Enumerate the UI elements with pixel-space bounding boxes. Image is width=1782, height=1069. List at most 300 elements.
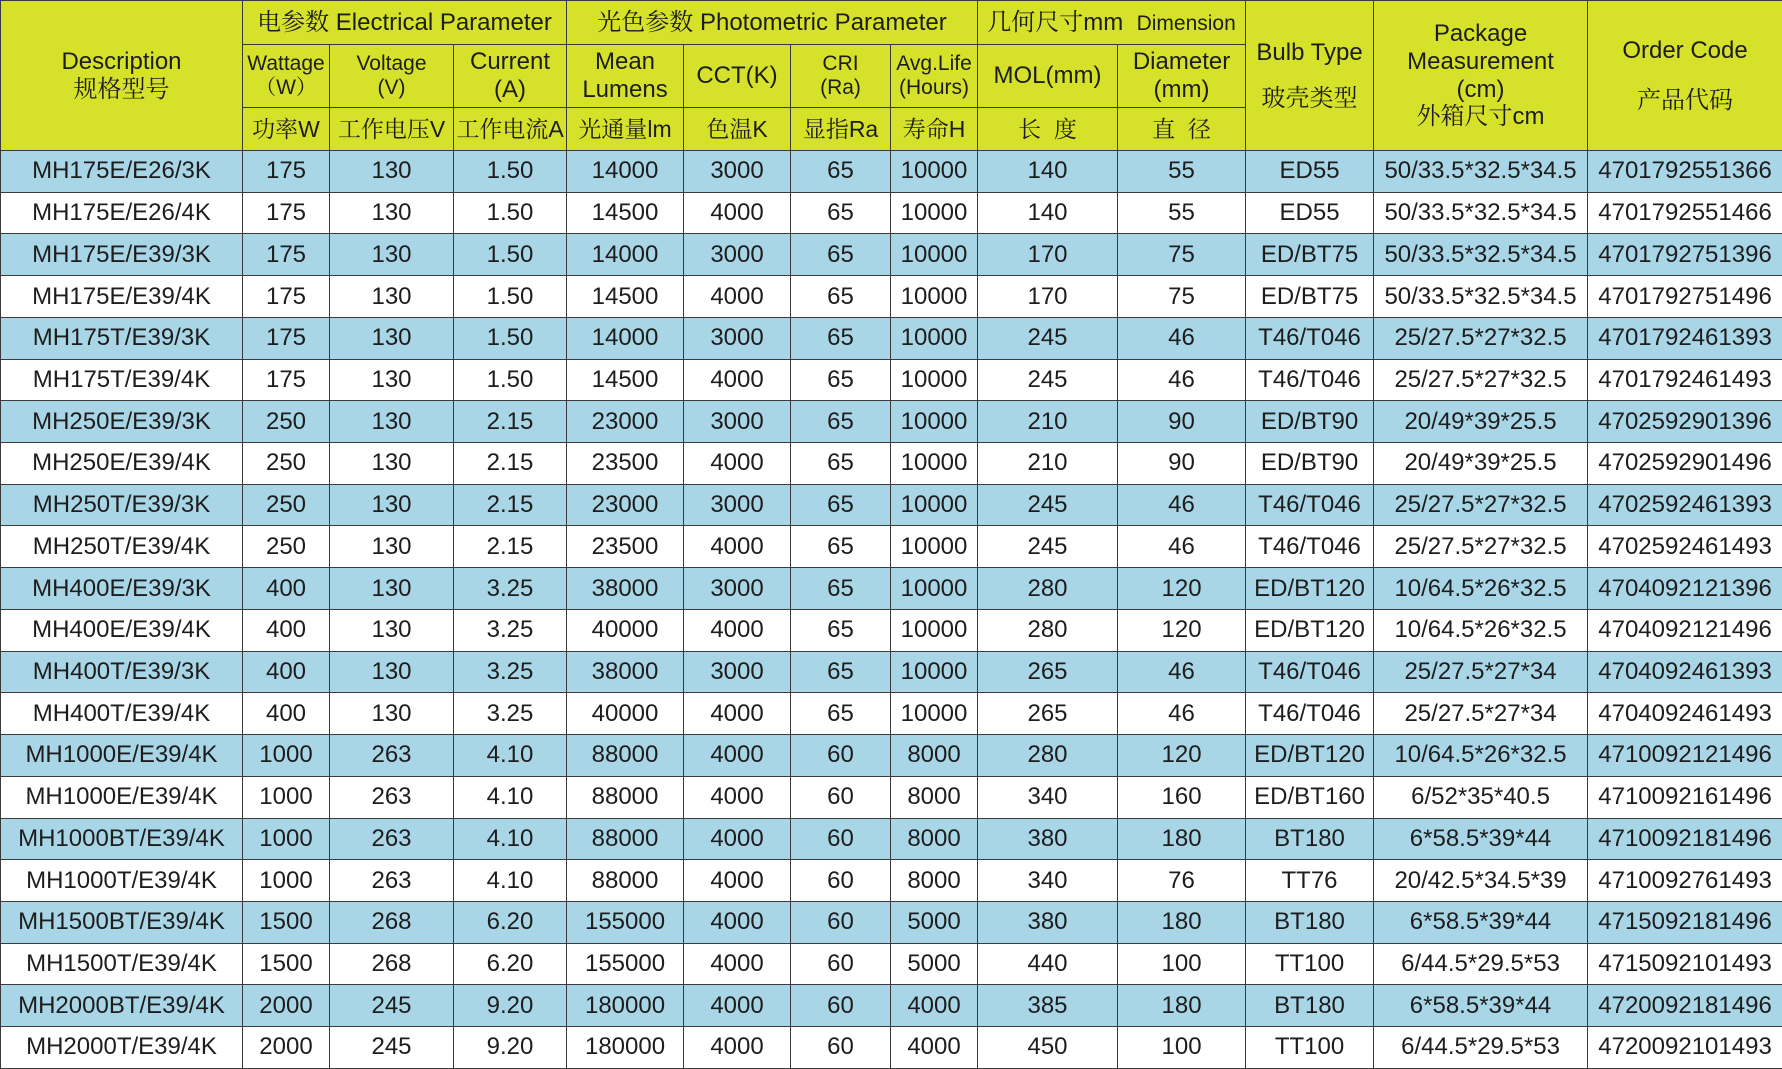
cell-cct: 3000 <box>684 568 791 610</box>
cell-mol: 140 <box>978 192 1118 234</box>
table-row <box>1 443 1782 485</box>
cell-bulb-type: ED/BT120 <box>1246 609 1374 651</box>
cell-voltage: 268 <box>330 901 454 943</box>
table-row <box>1 234 1782 276</box>
table-row <box>1 568 1782 610</box>
cell-bulb-type: ED/BT160 <box>1246 776 1374 818</box>
table-row <box>1 693 1782 735</box>
cell-bulb-type: T46/T046 <box>1246 317 1374 359</box>
cell-current: 9.20 <box>454 985 567 1027</box>
cell-order-code: 4704092461493 <box>1588 693 1782 735</box>
cell-wattage: 400 <box>243 651 330 693</box>
cell-lumens: 180000 <box>567 985 684 1027</box>
cell-bulb-type: BT180 <box>1246 901 1374 943</box>
cell-cct: 4000 <box>684 526 791 568</box>
cell-order-code: 4701792751396 <box>1588 234 1782 276</box>
cell-package: 50/33.5*32.5*34.5 <box>1374 151 1588 193</box>
cell-lumens: 155000 <box>567 943 684 985</box>
cell-life: 10000 <box>891 609 978 651</box>
cell-order-code: 4710092761493 <box>1588 860 1782 902</box>
cell-mol: 245 <box>978 526 1118 568</box>
table-row <box>1 151 1782 193</box>
header-cct-cn: 色温K <box>684 108 791 151</box>
cell-order-code: 4715092181496 <box>1588 901 1782 943</box>
header-cri-unit: (Ra) <box>791 76 890 100</box>
header-wattage-unit: （W） <box>243 76 329 100</box>
cell-voltage: 130 <box>330 359 454 401</box>
cell-package: 6*58.5*39*44 <box>1374 901 1588 943</box>
table-row <box>1 484 1782 526</box>
cell-wattage: 175 <box>243 192 330 234</box>
cell-lumens: 88000 <box>567 776 684 818</box>
cell-package: 10/64.5*26*32.5 <box>1374 568 1588 610</box>
header-cri-cn: 显指Ra <box>791 108 891 151</box>
cell-cct: 4000 <box>684 609 791 651</box>
header-voltage-en: Voltage <box>330 52 453 76</box>
table-row <box>1 985 1782 1027</box>
cell-description: MH175E/E26/3K <box>1 151 243 193</box>
cell-cct: 4000 <box>684 985 791 1027</box>
cell-mol: 380 <box>978 901 1118 943</box>
cell-cct: 4000 <box>684 693 791 735</box>
cell-wattage: 2000 <box>243 1027 330 1069</box>
cell-cri: 65 <box>791 401 891 443</box>
cell-cct: 4000 <box>684 443 791 485</box>
cell-cct: 4000 <box>684 943 791 985</box>
cell-voltage: 245 <box>330 1027 454 1069</box>
cell-lumens: 23500 <box>567 443 684 485</box>
cell-voltage: 263 <box>330 818 454 860</box>
cell-wattage: 1500 <box>243 943 330 985</box>
cell-bulb-type: T46/T046 <box>1246 526 1374 568</box>
cell-voltage: 130 <box>330 151 454 193</box>
cell-life: 5000 <box>891 943 978 985</box>
cell-voltage: 130 <box>330 317 454 359</box>
cell-current: 4.10 <box>454 735 567 777</box>
cell-package: 6*58.5*39*44 <box>1374 818 1588 860</box>
cell-life: 10000 <box>891 443 978 485</box>
cell-current: 3.25 <box>454 568 567 610</box>
cell-cri: 65 <box>791 484 891 526</box>
header-diameter-unit: (mm) <box>1118 76 1245 104</box>
cell-current: 2.15 <box>454 484 567 526</box>
cell-order-code: 4702592901496 <box>1588 443 1782 485</box>
header-bulb-type <box>1246 1 1374 151</box>
cell-cri: 65 <box>791 526 891 568</box>
cell-bulb-type: T46/T046 <box>1246 359 1374 401</box>
cell-description: MH400T/E39/3K <box>1 651 243 693</box>
cell-order-code: 4702592901396 <box>1588 401 1782 443</box>
cell-wattage: 1000 <box>243 818 330 860</box>
cell-wattage: 175 <box>243 317 330 359</box>
cell-diameter: 55 <box>1118 151 1246 193</box>
cell-bulb-type: ED/BT75 <box>1246 276 1374 318</box>
cell-life: 8000 <box>891 860 978 902</box>
cell-current: 1.50 <box>454 317 567 359</box>
cell-lumens: 14500 <box>567 276 684 318</box>
header-current <box>454 45 567 108</box>
cell-description: MH250E/E39/3K <box>1 401 243 443</box>
cell-cri: 65 <box>791 693 891 735</box>
cell-diameter: 76 <box>1118 860 1246 902</box>
cell-order-code: 4710092161496 <box>1588 776 1782 818</box>
cell-current: 1.50 <box>454 359 567 401</box>
cell-life: 10000 <box>891 317 978 359</box>
cell-current: 1.50 <box>454 192 567 234</box>
cell-description: MH400E/E39/4K <box>1 609 243 651</box>
header-cri <box>791 45 891 108</box>
cell-cct: 4000 <box>684 901 791 943</box>
table-row <box>1 276 1782 318</box>
table-row <box>1 401 1782 443</box>
cell-cri: 60 <box>791 901 891 943</box>
cell-current: 2.15 <box>454 443 567 485</box>
cell-mol: 340 <box>978 776 1118 818</box>
cell-mol: 265 <box>978 693 1118 735</box>
cell-description: MH175T/E39/4K <box>1 359 243 401</box>
header-life-cn: 寿命H <box>891 108 978 151</box>
cell-current: 6.20 <box>454 943 567 985</box>
cell-diameter: 46 <box>1118 693 1246 735</box>
cell-cri: 65 <box>791 234 891 276</box>
cell-bulb-type: TT100 <box>1246 943 1374 985</box>
cell-description: MH1500BT/E39/4K <box>1 901 243 943</box>
table-row <box>1 359 1782 401</box>
header-dimension-group <box>978 1 1246 45</box>
table-row <box>1 943 1782 985</box>
cell-description: MH1000E/E39/4K <box>1 776 243 818</box>
cell-current: 4.10 <box>454 776 567 818</box>
cell-wattage: 250 <box>243 484 330 526</box>
header-wattage <box>243 45 330 108</box>
cell-diameter: 46 <box>1118 359 1246 401</box>
cell-cct: 4000 <box>684 860 791 902</box>
cell-bulb-type: T46/T046 <box>1246 693 1374 735</box>
cell-bulb-type: ED/BT120 <box>1246 568 1374 610</box>
cell-lumens: 180000 <box>567 1027 684 1069</box>
cell-cri: 65 <box>791 609 891 651</box>
cell-order-code: 4701792461493 <box>1588 359 1782 401</box>
table-row <box>1 735 1782 777</box>
header-description-en: Description <box>1 48 242 76</box>
cell-description: MH2000T/E39/4K <box>1 1027 243 1069</box>
header-package-en2: Measurement <box>1374 48 1587 76</box>
cell-bulb-type: BT180 <box>1246 985 1374 1027</box>
cell-order-code: 4710092181496 <box>1588 818 1782 860</box>
header-diameter-en: Diameter <box>1118 48 1245 76</box>
cell-mol: 245 <box>978 359 1118 401</box>
cell-diameter: 160 <box>1118 776 1246 818</box>
cell-voltage: 130 <box>330 651 454 693</box>
cell-wattage: 250 <box>243 401 330 443</box>
cell-package: 25/27.5*27*34 <box>1374 651 1588 693</box>
cell-wattage: 400 <box>243 568 330 610</box>
cell-description: MH175E/E26/4K <box>1 192 243 234</box>
cell-wattage: 175 <box>243 359 330 401</box>
header-voltage-cn: 工作电压V <box>330 108 454 151</box>
cell-diameter: 90 <box>1118 443 1246 485</box>
cell-cri: 60 <box>791 818 891 860</box>
cell-life: 8000 <box>891 818 978 860</box>
header-dimension-cn: 几何尺寸mm <box>987 9 1123 36</box>
cell-diameter: 180 <box>1118 818 1246 860</box>
cell-diameter: 100 <box>1118 943 1246 985</box>
cell-wattage: 1000 <box>243 735 330 777</box>
cell-wattage: 1000 <box>243 860 330 902</box>
cell-description: MH175T/E39/3K <box>1 317 243 359</box>
cell-voltage: 130 <box>330 526 454 568</box>
cell-mol: 265 <box>978 651 1118 693</box>
cell-diameter: 75 <box>1118 276 1246 318</box>
cell-lumens: 88000 <box>567 735 684 777</box>
cell-order-code: 4704092121496 <box>1588 609 1782 651</box>
cell-current: 4.10 <box>454 860 567 902</box>
cell-voltage: 130 <box>330 609 454 651</box>
cell-mol: 280 <box>978 609 1118 651</box>
cell-current: 9.20 <box>454 1027 567 1069</box>
cell-description: MH1000T/E39/4K <box>1 860 243 902</box>
header-photometric-group: 光色参数 Photometric Parameter <box>567 1 978 45</box>
cell-order-code: 4720092101493 <box>1588 1027 1782 1069</box>
cell-package: 25/27.5*27*32.5 <box>1374 317 1588 359</box>
cell-mol: 210 <box>978 443 1118 485</box>
cell-description: MH250T/E39/4K <box>1 526 243 568</box>
header-life <box>891 45 978 108</box>
cell-cri: 65 <box>791 568 891 610</box>
cell-wattage: 1500 <box>243 901 330 943</box>
header-mol-cn: 长 度 <box>978 108 1118 151</box>
cell-cct: 3000 <box>684 151 791 193</box>
cell-order-code: 4715092101493 <box>1588 943 1782 985</box>
cell-order-code: 4702592461493 <box>1588 526 1782 568</box>
cell-package: 6*58.5*39*44 <box>1374 985 1588 1027</box>
cell-cct: 3000 <box>684 651 791 693</box>
cell-wattage: 250 <box>243 443 330 485</box>
cell-life: 4000 <box>891 985 978 1027</box>
header-dimension-en: Dimension <box>1137 12 1236 35</box>
table-row <box>1 860 1782 902</box>
cell-package: 50/33.5*32.5*34.5 <box>1374 276 1588 318</box>
cell-cct: 4000 <box>684 192 791 234</box>
cell-package: 50/33.5*32.5*34.5 <box>1374 192 1588 234</box>
cell-cct: 3000 <box>684 401 791 443</box>
cell-order-code: 4701792461393 <box>1588 317 1782 359</box>
cell-voltage: 130 <box>330 693 454 735</box>
cell-cri: 60 <box>791 860 891 902</box>
header-wattage-en: Wattage <box>243 52 329 76</box>
cell-lumens: 155000 <box>567 901 684 943</box>
header-voltage <box>330 45 454 108</box>
cell-life: 10000 <box>891 359 978 401</box>
cell-order-code: 4710092121496 <box>1588 735 1782 777</box>
cell-current: 3.25 <box>454 651 567 693</box>
header-package <box>1374 1 1588 151</box>
header-current-en: Current <box>454 48 566 76</box>
header-package-cn: 外箱尺寸cm <box>1374 103 1587 131</box>
cell-cri: 60 <box>791 1027 891 1069</box>
cell-mol: 450 <box>978 1027 1118 1069</box>
cell-lumens: 23000 <box>567 484 684 526</box>
cell-description: MH2000BT/E39/4K <box>1 985 243 1027</box>
cell-diameter: 46 <box>1118 317 1246 359</box>
cell-cct: 3000 <box>684 234 791 276</box>
header-voltage-unit: (V) <box>330 76 453 100</box>
header-bulb-type-en: Bulb Type <box>1246 39 1373 67</box>
header-lumens-en1: Mean <box>567 48 683 76</box>
cell-life: 5000 <box>891 901 978 943</box>
cell-cct: 4000 <box>684 818 791 860</box>
cell-voltage: 130 <box>330 484 454 526</box>
cell-order-code: 4704092461393 <box>1588 651 1782 693</box>
cell-diameter: 100 <box>1118 1027 1246 1069</box>
cell-life: 10000 <box>891 484 978 526</box>
cell-life: 10000 <box>891 526 978 568</box>
cell-lumens: 88000 <box>567 818 684 860</box>
cell-life: 8000 <box>891 735 978 777</box>
cell-wattage: 175 <box>243 276 330 318</box>
cell-cri: 65 <box>791 151 891 193</box>
cell-voltage: 245 <box>330 985 454 1027</box>
cell-life: 10000 <box>891 651 978 693</box>
cell-cri: 60 <box>791 776 891 818</box>
cell-mol: 280 <box>978 568 1118 610</box>
cell-diameter: 180 <box>1118 985 1246 1027</box>
cell-package: 20/49*39*25.5 <box>1374 443 1588 485</box>
header-diameter-cn: 直 径 <box>1118 108 1246 151</box>
cell-mol: 210 <box>978 401 1118 443</box>
cell-bulb-type: ED/BT90 <box>1246 401 1374 443</box>
cell-mol: 280 <box>978 735 1118 777</box>
cell-cri: 65 <box>791 443 891 485</box>
cell-current: 6.20 <box>454 901 567 943</box>
cell-lumens: 40000 <box>567 609 684 651</box>
table-row <box>1 1027 1782 1069</box>
cell-diameter: 55 <box>1118 192 1246 234</box>
table-row <box>1 317 1782 359</box>
cell-mol: 340 <box>978 860 1118 902</box>
cell-description: MH400T/E39/4K <box>1 693 243 735</box>
table-row <box>1 901 1782 943</box>
cell-description: MH1500T/E39/4K <box>1 943 243 985</box>
cell-package: 20/42.5*34.5*39 <box>1374 860 1588 902</box>
cell-cri: 65 <box>791 192 891 234</box>
cell-order-code: 4701792551466 <box>1588 192 1782 234</box>
cell-wattage: 1000 <box>243 776 330 818</box>
cell-description: MH250E/E39/4K <box>1 443 243 485</box>
cell-order-code: 4702592461393 <box>1588 484 1782 526</box>
cell-voltage: 130 <box>330 443 454 485</box>
cell-diameter: 120 <box>1118 568 1246 610</box>
cell-voltage: 130 <box>330 568 454 610</box>
cell-lumens: 14000 <box>567 234 684 276</box>
cell-cct: 4000 <box>684 1027 791 1069</box>
cell-life: 10000 <box>891 192 978 234</box>
cell-voltage: 130 <box>330 276 454 318</box>
cell-mol: 385 <box>978 985 1118 1027</box>
cell-life: 4000 <box>891 1027 978 1069</box>
header-description-cn: 规格型号 <box>1 76 242 104</box>
cell-package: 6/44.5*29.5*53 <box>1374 943 1588 985</box>
cell-current: 1.50 <box>454 234 567 276</box>
cell-package: 20/49*39*25.5 <box>1374 401 1588 443</box>
cell-lumens: 38000 <box>567 651 684 693</box>
cell-mol: 140 <box>978 151 1118 193</box>
cell-order-code: 4720092181496 <box>1588 985 1782 1027</box>
cell-life: 10000 <box>891 401 978 443</box>
header-cct: CCT(K) <box>684 45 791 108</box>
cell-cri: 65 <box>791 359 891 401</box>
header-description <box>1 1 243 151</box>
cell-package: 6/44.5*29.5*53 <box>1374 1027 1588 1069</box>
header-current-cn: 工作电流A <box>454 108 567 151</box>
cell-mol: 170 <box>978 234 1118 276</box>
cell-bulb-type: ED/BT90 <box>1246 443 1374 485</box>
cell-bulb-type: ED55 <box>1246 151 1374 193</box>
cell-diameter: 90 <box>1118 401 1246 443</box>
cell-diameter: 46 <box>1118 526 1246 568</box>
cell-wattage: 175 <box>243 234 330 276</box>
cell-diameter: 46 <box>1118 651 1246 693</box>
cell-current: 4.10 <box>454 818 567 860</box>
header-lumens-cn: 光通量lm <box>567 108 684 151</box>
header-order-code-cn: 产品代码 <box>1588 87 1782 115</box>
table-row <box>1 526 1782 568</box>
cell-wattage: 400 <box>243 609 330 651</box>
cell-current: 1.50 <box>454 151 567 193</box>
cell-cct: 3000 <box>684 317 791 359</box>
cell-order-code: 4701792551366 <box>1588 151 1782 193</box>
header-life-en: Avg.Life <box>891 52 977 76</box>
cell-package: 25/27.5*27*32.5 <box>1374 526 1588 568</box>
header-diameter <box>1118 45 1246 108</box>
cell-cri: 65 <box>791 651 891 693</box>
cell-description: MH175E/E39/3K <box>1 234 243 276</box>
cell-life: 10000 <box>891 693 978 735</box>
cell-package: 50/33.5*32.5*34.5 <box>1374 234 1588 276</box>
cell-current: 3.25 <box>454 693 567 735</box>
cell-diameter: 46 <box>1118 484 1246 526</box>
cell-wattage: 250 <box>243 526 330 568</box>
cell-life: 10000 <box>891 568 978 610</box>
header-cri-en: CRI <box>791 52 890 76</box>
header-lumens <box>567 45 684 108</box>
cell-cct: 4000 <box>684 359 791 401</box>
header-life-unit: (Hours) <box>891 76 977 100</box>
cell-diameter: 120 <box>1118 609 1246 651</box>
cell-diameter: 180 <box>1118 901 1246 943</box>
header-wattage-cn: 功率W <box>243 108 330 151</box>
table-row <box>1 609 1782 651</box>
cell-lumens: 14000 <box>567 151 684 193</box>
cell-bulb-type: ED/BT75 <box>1246 234 1374 276</box>
table-row <box>1 192 1782 234</box>
cell-bulb-type: T46/T046 <box>1246 651 1374 693</box>
cell-mol: 170 <box>978 276 1118 318</box>
cell-current: 2.15 <box>454 526 567 568</box>
cell-mol: 440 <box>978 943 1118 985</box>
cell-bulb-type: BT180 <box>1246 818 1374 860</box>
header-lumens-en2: Lumens <box>567 76 683 104</box>
cell-cct: 4000 <box>684 735 791 777</box>
cell-description: MH1000E/E39/4K <box>1 735 243 777</box>
cell-diameter: 75 <box>1118 234 1246 276</box>
cell-cct: 3000 <box>684 484 791 526</box>
cell-cri: 65 <box>791 317 891 359</box>
cell-wattage: 2000 <box>243 985 330 1027</box>
header-electrical-group: 电参数 Electrical Parameter <box>243 1 567 45</box>
header-package-unit: (cm) <box>1374 76 1587 104</box>
cell-bulb-type: ED/BT120 <box>1246 735 1374 777</box>
